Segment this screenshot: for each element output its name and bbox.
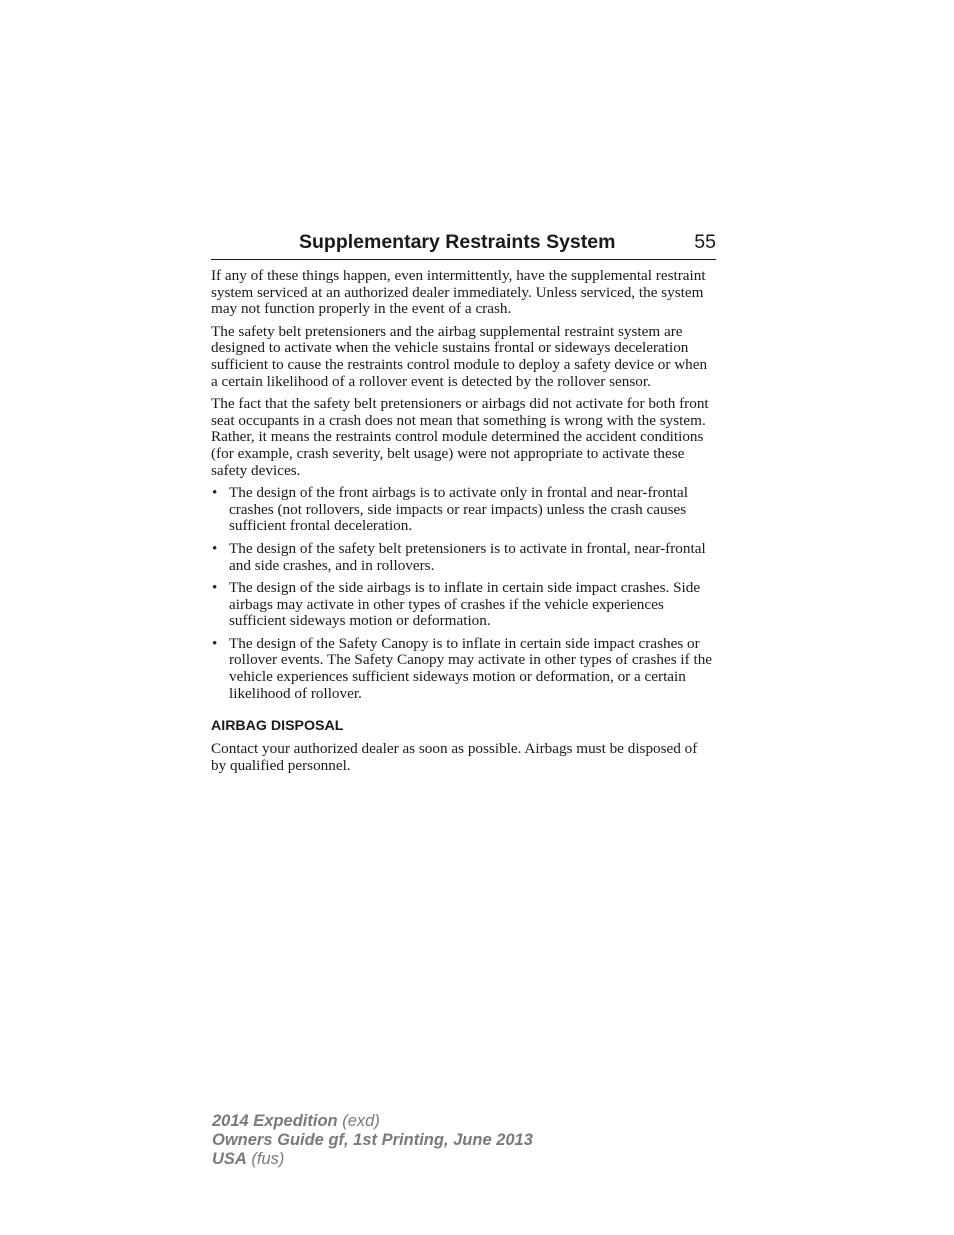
paragraph-2: The safety belt pretensioners and the airbag supplemental restraint system are designed to activate when the vehicle sustains frontal or sideways deceleration sufficient to cause the restraints control module to deploy a safety device or when a certain likelihood of a rollover event is detected by the rollover sensor. [211,322,708,390]
footer-line-3 [212,1150,533,1169]
page-number: 55 [694,231,716,253]
section-paragraph: Contact your authorized dealer as soon as possible. Airbags must be disposed of by qualified personnel. [211,740,698,774]
list-item-text: The design of the Safety Canopy is to inflate in certain side impact crashes or rollover events. The Safety Canopy may activate in other types of crashes if the vehicle experiences sufficient sideways motion or deformation, or a certain likelihood of rollover. [229,634,713,702]
footer-vehicle-code: (exd) [337,1112,380,1130]
bullet-list [211,485,716,702]
list-item-text: The design of the safety belt pretensioners is to activate in frontal, near-frontal and side crashes, and in rollovers. [229,539,706,574]
list-item-text: The design of the front airbags is to activate only in frontal and near-frontal crashes (not rollovers, side impacts or rear impacts) unless the crash causes sufficient frontal deceleration. [229,484,688,535]
list-item [211,485,716,535]
bullet-icon: • [212,634,218,652]
footer-market-code: (fus) [246,1150,285,1169]
list-item-text: The design of the side airbags is to inflate in certain side impact crashes. Side airbags may activate in other types of crashes if the vehicle experiences sufficient sideways motion or deformation. [229,579,701,630]
document-footer [212,1112,533,1170]
list-item [211,580,716,630]
page-content [211,268,716,780]
footer-vehicle: 2014 Expedition [212,1112,338,1130]
footer-printing: Owners Guide gf, 1st Printing, June 2013 [212,1131,533,1150]
footer-market: USA [212,1150,247,1169]
list-item [211,636,716,702]
bullet-icon: • [212,579,218,597]
bullet-icon: • [212,484,218,502]
section-heading: AIRBAG DISPOSAL [211,718,344,735]
list-item [211,541,716,574]
paragraph-3: The fact that the safety belt pretensioners or airbags did not activate for both front seat occupants in a crash does not mean that something is wrong with the system. Rather, it means the restraints control module determined the accident conditions (for example, crash severity, belt usage) were not appropriate to activate these safety devices. [211,395,709,479]
page-header [211,229,716,260]
bullet-icon: • [212,539,218,557]
page-title: Supplementary Restraints System [299,231,616,253]
footer-line-2 [212,1131,533,1150]
paragraph-1: If any of these things happen, even intermittently, have the supplemental restraint system serviced at an authorized dealer immediately. Unless serviced, the system may not function properly in the event of a crash. [211,267,706,318]
footer-line-1 [212,1112,533,1131]
